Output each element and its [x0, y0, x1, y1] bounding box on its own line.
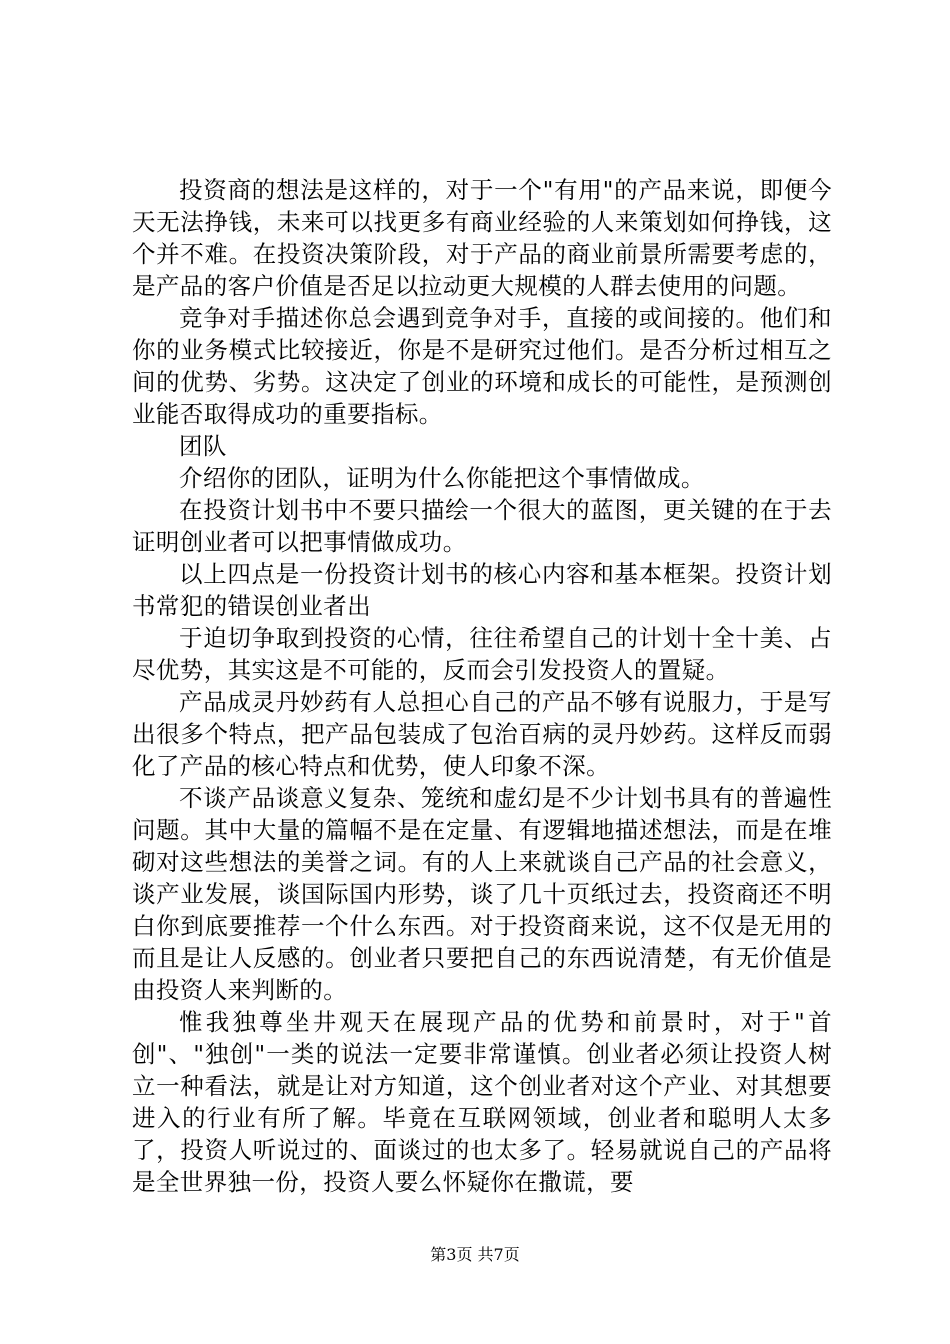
paragraph-arrogance: 惟我独尊坐井观天在展现产品的优势和前景时，对于"首创"、"独创"一类的说法一定要非常谨慎。创业者必须让投资人树立一种看法，就是让对方知道，这个创业者对这个产业、对其想要进入的行业有所了解。毕竟在互联网领域，创业者和聪明人太多了，投资人听说过的、面谈过的也太多了。轻易就说自己的产品将是全世界独一份，投资人要么怀疑你在撒谎，要	[132, 1008, 832, 1196]
paragraph-meaning-over-product: 不谈产品谈意义复杂、笼统和虚幻是不少计划书具有的普遍性问题。其中大量的篇幅不是在定量、有逻辑地描述想法，而是在堆砌对这些想法的美誉之词。有的人上来就谈自己产品的社会意义，谈产业发展，谈国际国内形势，谈了几十页纸过去，投资商还不明白你到底要推荐一个什么东西。对于投资商来说，这不仅是无用的而且是让人反感的。创业者只要把自己的东西说清楚，有无价值是由投资人来判断的。	[132, 784, 832, 1004]
paragraph-eager-investment: 于迫切争取到投资的心情，往往希望自己的计划十全十美、占尽优势，其实这是不可能的，反而会引发投资人的置疑。	[132, 624, 832, 684]
paragraph-blueprint: 在投资计划书中不要只描绘一个很大的蓝图，更关键的在于去证明创业者可以把事情做成功。	[132, 496, 832, 556]
paragraph-competitors: 竞争对手描述你总会遇到竞争对手，直接的或间接的。他们和你的业务模式比较接近，你是不是研究过他们。是否分析过相互之间的优势、劣势。这决定了创业的环境和成长的可能性，是预测创业能否取得成功的重要指标。	[132, 304, 832, 428]
page-number-footer: 第3页 共7页	[430, 1245, 520, 1264]
paragraph-investor-view: 投资商的想法是这样的，对于一个"有用"的产品来说，即便今天无法挣钱，未来可以找更多有商业经验的人来策划如何挣钱，这个并不难。在投资决策阶段，对于产品的商业前景所需要考虑的，是产品的客户价值是否足以拉动更大规模的人群去使用的问题。	[132, 176, 832, 300]
paragraph-team-heading: 团队	[179, 432, 227, 460]
document-body	[132, 174, 832, 1198]
paragraph-team-intro: 介绍你的团队，证明为什么你能把这个事情做成。	[179, 464, 705, 492]
paragraph-four-points: 以上四点是一份投资计划书的核心内容和基本框架。投资计划书常犯的错误创业者出	[132, 560, 832, 620]
paragraph-panacea: 产品成灵丹妙药有人总担心自己的产品不够有说服力，于是写出很多个特点，把产品包装成了包治百病的灵丹妙药。这样反而弱化了产品的核心特点和优势，使人印象不深。	[132, 688, 832, 780]
